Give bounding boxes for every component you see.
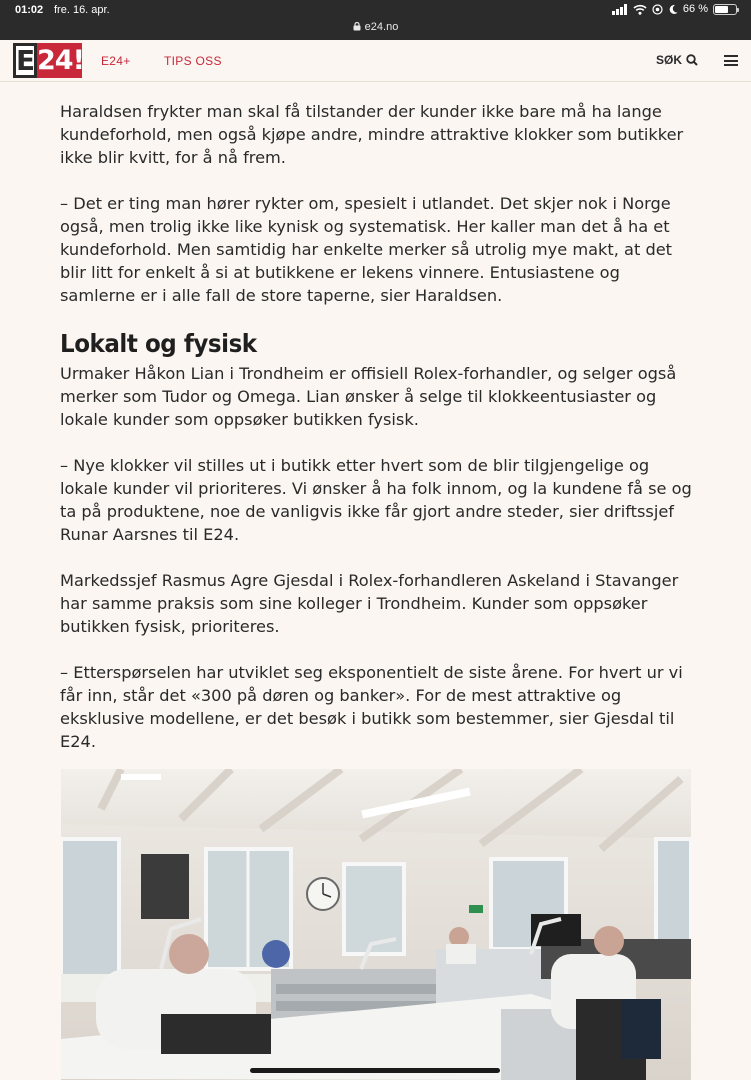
article-paragraph: Haraldsen frykter man skal få tilstander der kunder ikke bare må ha lange kundeforhold, men også kjøpe andre, mindre attraktive klokker som butikker ikke blir kvitt, for å nå frem. (60, 102, 684, 167)
battery-percent: 66 % (682, 3, 708, 15)
battery-icon (713, 4, 737, 15)
logo-letter: E (13, 43, 37, 78)
location-icon (652, 4, 663, 15)
status-date: fre. 16. apr. (54, 4, 110, 16)
logo-number: 24! (37, 45, 84, 76)
article-paragraph: Urmaker Håkon Lian i Trondheim er offisiell Rolex-forhandler, og selger også merker som Tudor og Omega. Lian ønsker å selge til klokkeentusiaster og lokale kunder som oppsøker butikken fysisk. (60, 364, 677, 429)
lock-icon (353, 22, 361, 31)
address-bar[interactable] (0, 21, 751, 33)
article-paragraph: – Etterspørselen har utviklet seg eksponentielt de siste årene. For hvert ur vi får inn, står det «300 på døren og banker». For de mest attraktive og eksklusive modellene, er det besøk i butikk som bestemmer, sier Gjesdal til E24. (60, 663, 683, 751)
signal-icon (612, 4, 628, 15)
search-icon (686, 54, 698, 66)
status-bar (0, 0, 751, 40)
article-paragraph: Markedssjef Rasmus Agre Gjesdal i Rolex-forhandleren Askeland i Stavanger har samme praksis som sine kolleger i Trondheim. Kunder som oppsøker butikken fysisk, prioriteres. (60, 571, 679, 636)
address-url: e24.no (364, 21, 399, 33)
nav-link-tips-oss[interactable]: TIPS OSS (164, 54, 222, 68)
workshop-illustration (61, 769, 691, 1080)
hamburger-menu-icon[interactable] (724, 55, 738, 66)
section-heading: Lokalt og fysisk (60, 329, 257, 358)
status-icons (612, 3, 737, 15)
article-paragraph: – Nye klokker vil stilles ut i butikk etter hvert som de blir tilgjengelige og lokale kunder vil prioriteres. Vi ønsker å ha folk innom, og la kundene få se og ta på produktene, noe de vanligvis ikke får gjort andre steder, sier driftssjef Runar Aarsnes til E24. (60, 456, 692, 544)
exit-sign (469, 905, 483, 913)
search-label: SØK (656, 53, 683, 67)
site-header (0, 40, 751, 82)
wifi-icon (633, 4, 647, 15)
nav-link-e24plus[interactable]: E24+ (101, 54, 131, 68)
search-button[interactable] (656, 53, 698, 67)
article-photo[interactable] (61, 769, 691, 1080)
article-body (60, 100, 700, 776)
home-indicator[interactable] (250, 1068, 500, 1073)
status-time: 01:02 (15, 4, 44, 16)
article-paragraph: – Det er ting man hører rykter om, spesielt i utlandet. Det skjer nok i Norge også, men trolig ikke like kynisk og systematisk. Her kaller man det å ha et kundeforhold. Men samtidig har enkelte merker så utrolig mye makt, at det blir litt for enkelt å si at butikkene er lekens vinnere. Entusiastene og samlerne er i alle fall de store taperne, sier Haraldsen. (60, 194, 673, 305)
wall-poster (141, 854, 189, 919)
battery-fill (715, 6, 728, 13)
moon-icon (668, 4, 678, 15)
e24-logo[interactable] (13, 43, 82, 78)
